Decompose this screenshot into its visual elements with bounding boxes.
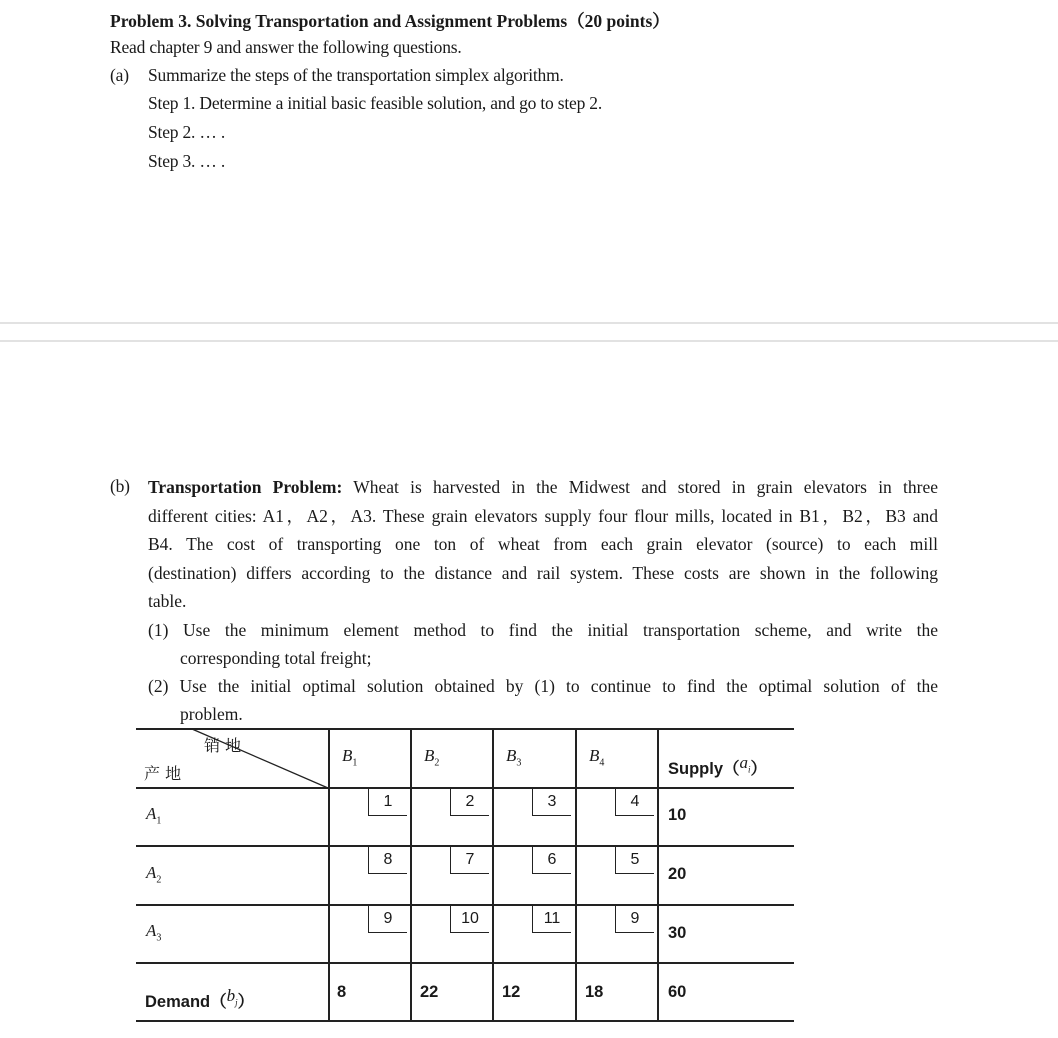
part-b-label: (b) bbox=[110, 476, 130, 496]
demand-b1: 8 bbox=[337, 983, 347, 1001]
cost-a1-b1: 1 bbox=[368, 789, 407, 816]
cost-a3-b2: 10 bbox=[450, 906, 489, 933]
column-header-b2: $B_2$ bbox=[424, 746, 440, 769]
divider-top bbox=[0, 322, 1058, 324]
part-a-label: (a) bbox=[110, 65, 129, 85]
problem-title: Problem 3. Solving Transportation and Assignment Problems（20 points） bbox=[110, 11, 670, 31]
part-a-step-1: Step 1. Determine a initial basic feasible solution, and go to step 2. bbox=[148, 93, 603, 113]
divider-bottom bbox=[0, 340, 1058, 342]
subquestion-1-line-2: corresponding total freight; bbox=[180, 648, 372, 668]
subquestion-1-num: (1) bbox=[148, 620, 169, 640]
supply-a2: 20 bbox=[668, 865, 687, 883]
part-b-heading: Transportation Problem: bbox=[148, 477, 343, 497]
table-rule bbox=[136, 1020, 794, 1022]
subquestion-1-line-1: Use the minimum element method to find the initial transportation scheme, and write the bbox=[183, 620, 939, 640]
part-a-step-2: Step 2. … . bbox=[148, 122, 226, 142]
cost-a3-b1: 9 bbox=[368, 906, 407, 933]
cost-a3-b4: 9 bbox=[615, 906, 654, 933]
table-rule bbox=[575, 728, 577, 1022]
demand-b2: 22 bbox=[420, 983, 439, 1001]
demand-label: $Demand(b_j)$ bbox=[145, 986, 255, 1011]
column-header-b1: $B_1$ bbox=[342, 746, 358, 769]
demand-b3: 12 bbox=[502, 983, 521, 1001]
transportation-table bbox=[136, 728, 794, 1022]
supply-a1: 10 bbox=[668, 806, 687, 824]
part-b-line-1: Wheat is harvested in the Midwest and stored in grain elevators in three bbox=[353, 477, 939, 497]
subquestion-2 bbox=[148, 672, 938, 728]
cost-a3-b3: 11 bbox=[532, 906, 571, 933]
demand-b4: 18 bbox=[585, 983, 604, 1001]
table-rule bbox=[492, 728, 494, 1022]
cost-a2-b3: 6 bbox=[532, 847, 571, 874]
corner-destination-label: 销 地 bbox=[204, 736, 242, 755]
cost-a2-b4: 5 bbox=[615, 847, 654, 874]
column-header-b4: $B_4$ bbox=[589, 746, 605, 769]
subquestion-1 bbox=[148, 616, 938, 672]
part-b-line-3: B4. The cost of transporting one ton of wheat from each grain elevator (source) to each mill bbox=[148, 534, 938, 554]
subquestion-2-line-2: problem. bbox=[180, 704, 243, 724]
part-b-line-4: (destination) differs according to the distance and rail system. These costs are shown in the following bbox=[148, 562, 938, 583]
corner-origin-label: 产 地 bbox=[144, 764, 182, 783]
cost-a1-b4: 4 bbox=[615, 789, 654, 816]
part-a-question: Summarize the steps of the transportation simplex algorithm. bbox=[148, 65, 564, 85]
table-rule bbox=[136, 962, 794, 964]
part-b-paragraph bbox=[148, 473, 938, 616]
cost-a1-b3: 3 bbox=[532, 789, 571, 816]
row-header-a2: $A_2$ bbox=[146, 863, 162, 886]
total-supply-demand: 60 bbox=[668, 983, 687, 1001]
part-a-step-3: Step 3. … . bbox=[148, 151, 226, 171]
subquestion-2-num: (2) bbox=[148, 676, 169, 696]
cost-a2-b2: 7 bbox=[450, 847, 489, 874]
row-header-a1: $A_1$ bbox=[146, 804, 162, 827]
problem-intro: Read chapter 9 and answer the following questions. bbox=[110, 37, 462, 57]
supply-header: $Supply(a_i)$ bbox=[668, 753, 768, 778]
part-b-line-2: different cities: A1，A2，A3. These grain elevators supply four flour mills, located in B1，B2，B3 and bbox=[148, 505, 938, 526]
cost-a1-b2: 2 bbox=[450, 789, 489, 816]
row-header-a3: $A_3$ bbox=[146, 921, 162, 944]
supply-a3: 30 bbox=[668, 924, 687, 942]
table-rule bbox=[657, 728, 659, 1022]
table-rule bbox=[410, 728, 412, 1022]
part-b-line-5: table. bbox=[148, 591, 187, 611]
column-header-b3: $B_3$ bbox=[506, 746, 522, 769]
subquestion-2-line-1: Use the initial optimal solution obtained by (1) to continue to find the optimal solution of the bbox=[179, 676, 938, 696]
cost-a2-b1: 8 bbox=[368, 847, 407, 874]
